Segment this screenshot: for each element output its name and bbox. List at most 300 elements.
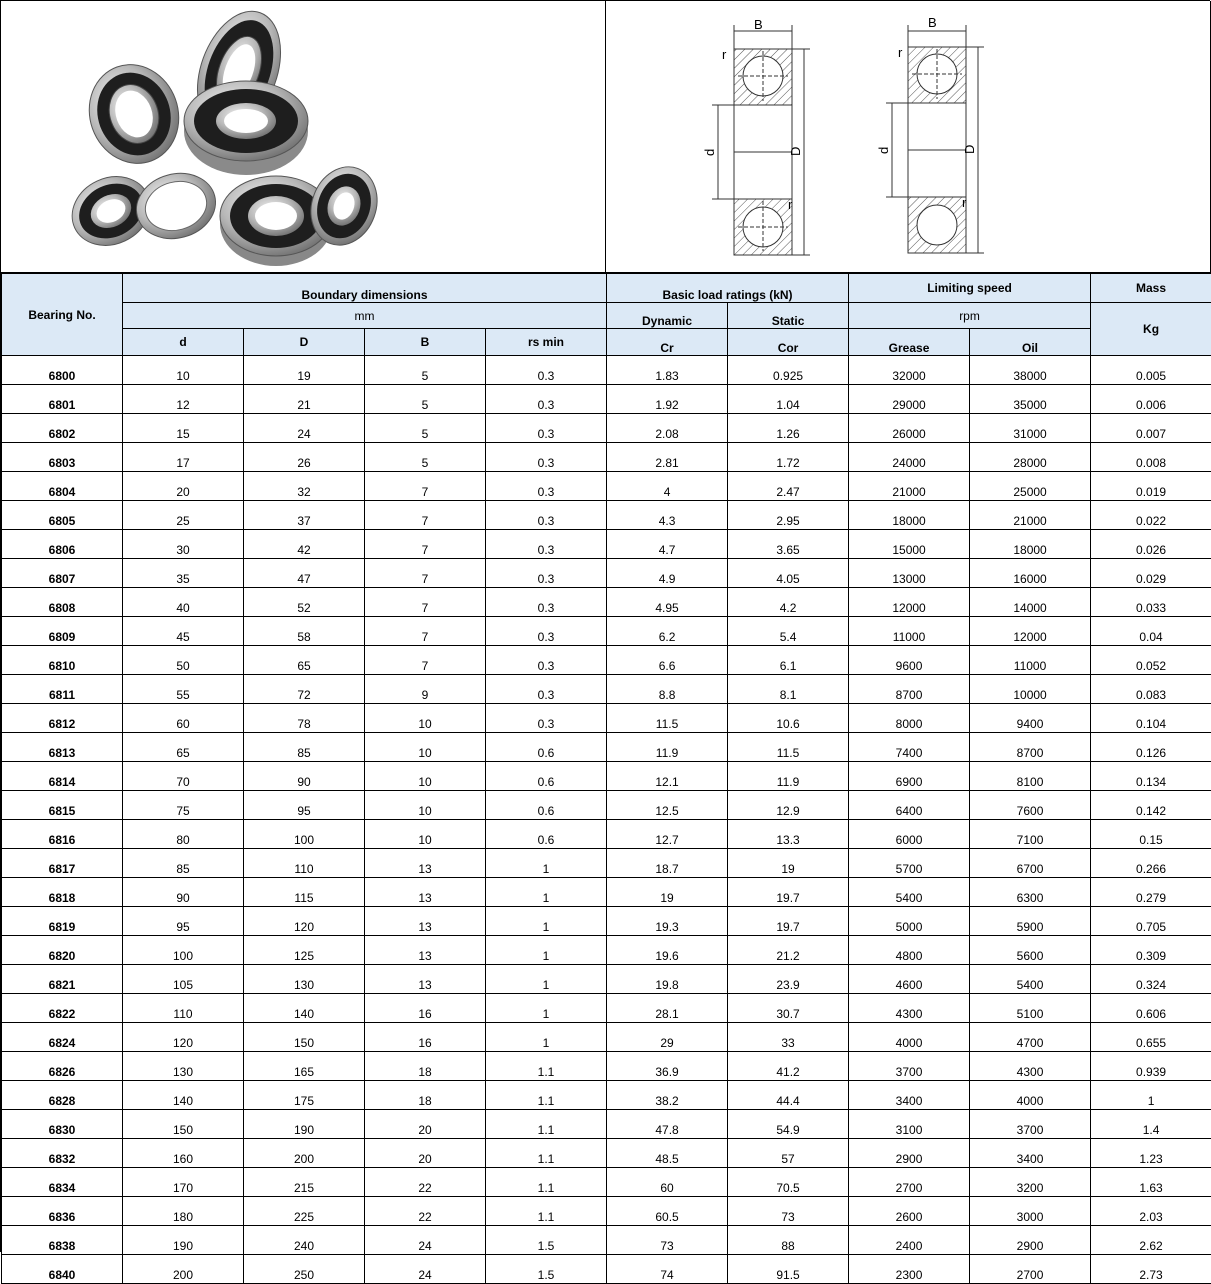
table-cell: 6400 (849, 791, 970, 820)
bearing-number-cell: 6840 (2, 1255, 123, 1284)
header-cor: Cor (728, 329, 849, 356)
table-row (2, 646, 1211, 675)
table-cell: 0.279 (1091, 878, 1211, 907)
table-cell: 3200 (970, 1168, 1091, 1197)
bearing-spec-table (1, 273, 1211, 1284)
table-cell: 0.126 (1091, 733, 1211, 762)
table-cell: 12 (123, 385, 244, 414)
table-cell: 1.4 (1091, 1110, 1211, 1139)
bearing-number-cell: 6811 (2, 675, 123, 704)
table-cell: 60 (607, 1168, 728, 1197)
table-cell: 30 (123, 530, 244, 559)
table-cell: 0.6 (486, 762, 607, 791)
table-cell: 95 (123, 907, 244, 936)
table-cell: 8100 (970, 762, 1091, 791)
table-cell: 11000 (849, 617, 970, 646)
table-cell: 3400 (970, 1139, 1091, 1168)
table-cell: 1 (486, 849, 607, 878)
table-cell: 5400 (849, 878, 970, 907)
table-cell: 15 (123, 414, 244, 443)
table-cell: 13.3 (728, 820, 849, 849)
table-row (2, 704, 1211, 733)
table-cell: 0.266 (1091, 849, 1211, 878)
table-cell: 190 (244, 1110, 365, 1139)
bearing-number-cell: 6836 (2, 1197, 123, 1226)
table-cell: 13000 (849, 559, 970, 588)
header-oil: Oil (970, 329, 1091, 356)
table-cell: 2.95 (728, 501, 849, 530)
bearing-number-cell: 6803 (2, 443, 123, 472)
table-cell: 0.033 (1091, 588, 1211, 617)
bearing-number-cell: 6810 (2, 646, 123, 675)
table-cell: 1 (1091, 1081, 1211, 1110)
table-cell: 110 (123, 994, 244, 1023)
table-cell: 20 (365, 1110, 486, 1139)
table-cell: 19 (607, 878, 728, 907)
table-cell: 12.1 (607, 762, 728, 791)
table-cell: 78 (244, 704, 365, 733)
table-cell: 19 (244, 356, 365, 385)
table-row (2, 1197, 1211, 1226)
table-cell: 12.9 (728, 791, 849, 820)
table-cell: 16 (365, 994, 486, 1023)
table-cell: 0.3 (486, 501, 607, 530)
table-cell: 5 (365, 414, 486, 443)
table-cell: 120 (123, 1023, 244, 1052)
table-cell: 2.03 (1091, 1197, 1211, 1226)
table-cell: 80 (123, 820, 244, 849)
table-row (2, 1226, 1211, 1255)
table-cell: 18.7 (607, 849, 728, 878)
table-cell: 13 (365, 965, 486, 994)
table-cell: 11.5 (607, 704, 728, 733)
table-cell: 73 (607, 1226, 728, 1255)
table-cell: 1.83 (607, 356, 728, 385)
table-cell: 7 (365, 588, 486, 617)
table-row (2, 878, 1211, 907)
table-cell: 12000 (849, 588, 970, 617)
table-row (2, 849, 1211, 878)
table-cell: 72 (244, 675, 365, 704)
table-cell: 4000 (970, 1081, 1091, 1110)
table-cell: 1.23 (1091, 1139, 1211, 1168)
bearing-number-cell: 6815 (2, 791, 123, 820)
table-cell: 0.3 (486, 617, 607, 646)
table-cell: 0.022 (1091, 501, 1211, 530)
table-cell: 30.7 (728, 994, 849, 1023)
table-cell: 41.2 (728, 1052, 849, 1081)
table-row (2, 1110, 1211, 1139)
label-r-2a: r (898, 45, 903, 60)
table-cell: 1 (486, 878, 607, 907)
table-cell: 85 (123, 849, 244, 878)
table-cell: 13 (365, 849, 486, 878)
table-cell: 125 (244, 936, 365, 965)
label-r-1a: r (722, 47, 727, 62)
bearing-number-cell: 6834 (2, 1168, 123, 1197)
table-cell: 5 (365, 356, 486, 385)
table-cell: 1.1 (486, 1110, 607, 1139)
cross-section-drawings (606, 1, 1211, 272)
table-cell: 60.5 (607, 1197, 728, 1226)
table-cell: 13 (365, 907, 486, 936)
table-cell: 18 (365, 1081, 486, 1110)
table-cell: 140 (244, 994, 365, 1023)
table-cell: 4.7 (607, 530, 728, 559)
table-cell: 11.9 (728, 762, 849, 791)
header-col-D: D (244, 329, 365, 356)
table-cell: 6900 (849, 762, 970, 791)
table-cell: 26000 (849, 414, 970, 443)
table-cell: 0.006 (1091, 385, 1211, 414)
table-cell: 0.083 (1091, 675, 1211, 704)
table-row (2, 356, 1211, 385)
table-cell: 11.5 (728, 733, 849, 762)
table-cell: 19.8 (607, 965, 728, 994)
bearings-photo-illustration (1, 1, 605, 272)
table-cell: 57 (728, 1139, 849, 1168)
table-cell: 1 (486, 1023, 607, 1052)
table-cell: 1.1 (486, 1168, 607, 1197)
table-cell: 70.5 (728, 1168, 849, 1197)
table-row (2, 1168, 1211, 1197)
table-cell: 190 (123, 1226, 244, 1255)
bearing-number-cell: 6805 (2, 501, 123, 530)
table-cell: 1.04 (728, 385, 849, 414)
bearing-number-cell: 6832 (2, 1139, 123, 1168)
table-row (2, 791, 1211, 820)
table-cell: 8700 (849, 675, 970, 704)
table-cell: 225 (244, 1197, 365, 1226)
table-cell: 16 (365, 1023, 486, 1052)
table-cell: 1.5 (486, 1255, 607, 1284)
table-cell: 23.9 (728, 965, 849, 994)
table-cell: 13 (365, 878, 486, 907)
table-cell: 73 (728, 1197, 849, 1226)
table-cell: 2.47 (728, 472, 849, 501)
table-cell: 10.6 (728, 704, 849, 733)
table-cell: 4.9 (607, 559, 728, 588)
label-B-1: B (754, 17, 763, 32)
table-cell: 2.62 (1091, 1226, 1211, 1255)
table-cell: 0.019 (1091, 472, 1211, 501)
table-cell: 2.73 (1091, 1255, 1211, 1284)
table-cell: 70 (123, 762, 244, 791)
table-cell: 1.1 (486, 1081, 607, 1110)
header-cr: Cr (607, 329, 728, 356)
table-cell: 9400 (970, 704, 1091, 733)
table-cell: 1 (486, 965, 607, 994)
label-d-2: d (876, 147, 891, 154)
table-cell: 58 (244, 617, 365, 646)
table-cell: 0.6 (486, 791, 607, 820)
table-cell: 5100 (970, 994, 1091, 1023)
label-B-2: B (928, 15, 937, 30)
table-cell: 5000 (849, 907, 970, 936)
table-cell: 90 (123, 878, 244, 907)
table-cell: 1.26 (728, 414, 849, 443)
table-cell: 1.5 (486, 1226, 607, 1255)
table-cell: 25000 (970, 472, 1091, 501)
table-cell: 7 (365, 530, 486, 559)
table-cell: 4.05 (728, 559, 849, 588)
table-cell: 22 (365, 1168, 486, 1197)
table-cell: 5 (365, 385, 486, 414)
table-cell: 105 (123, 965, 244, 994)
table-cell: 10 (365, 820, 486, 849)
table-cell: 0.052 (1091, 646, 1211, 675)
label-D-2: D (962, 145, 977, 154)
table-cell: 9600 (849, 646, 970, 675)
table-cell: 130 (244, 965, 365, 994)
table-cell: 1.1 (486, 1197, 607, 1226)
bearing-number-cell: 6821 (2, 965, 123, 994)
bearing-number-cell: 6828 (2, 1081, 123, 1110)
table-cell: 7 (365, 472, 486, 501)
bearing-number-cell: 6818 (2, 878, 123, 907)
header-mm: mm (123, 303, 607, 329)
table-cell: 0.309 (1091, 936, 1211, 965)
header-col-B: B (365, 329, 486, 356)
table-cell: 3100 (849, 1110, 970, 1139)
table-cell: 85 (244, 733, 365, 762)
table-cell: 3000 (970, 1197, 1091, 1226)
table-cell: 10000 (970, 675, 1091, 704)
bearing-number-cell: 6802 (2, 414, 123, 443)
table-cell: 0.6 (486, 733, 607, 762)
table-cell: 3700 (849, 1052, 970, 1081)
table-cell: 120 (244, 907, 365, 936)
bearing-number-cell: 6820 (2, 936, 123, 965)
table-cell: 4 (607, 472, 728, 501)
bearing-number-cell: 6838 (2, 1226, 123, 1255)
table-row (2, 965, 1211, 994)
table-cell: 7600 (970, 791, 1091, 820)
table-cell: 2700 (970, 1255, 1091, 1284)
table-cell: 100 (244, 820, 365, 849)
table-cell: 0.029 (1091, 559, 1211, 588)
table-cell: 35000 (970, 385, 1091, 414)
table-cell: 7100 (970, 820, 1091, 849)
table-cell: 5700 (849, 849, 970, 878)
table-cell: 29000 (849, 385, 970, 414)
table-cell: 115 (244, 878, 365, 907)
table-cell: 2400 (849, 1226, 970, 1255)
bearing-number-cell: 6809 (2, 617, 123, 646)
table-cell: 28000 (970, 443, 1091, 472)
header-bearing-no: Bearing No. (2, 274, 123, 356)
table-cell: 88 (728, 1226, 849, 1255)
table-cell: 4.2 (728, 588, 849, 617)
table-cell: 6.6 (607, 646, 728, 675)
table-cell: 90 (244, 762, 365, 791)
table-cell: 100 (123, 936, 244, 965)
table-cell: 33 (728, 1023, 849, 1052)
table-row (2, 1255, 1211, 1284)
table-cell: 65 (244, 646, 365, 675)
header-basic-load: Basic load ratings (kN) (607, 274, 849, 303)
table-row (2, 733, 1211, 762)
table-cell: 0.3 (486, 356, 607, 385)
table-cell: 31000 (970, 414, 1091, 443)
table-cell: 0.3 (486, 675, 607, 704)
table-cell: 0.104 (1091, 704, 1211, 733)
table-cell: 24000 (849, 443, 970, 472)
table-cell: 170 (123, 1168, 244, 1197)
table-cell: 9 (365, 675, 486, 704)
table-cell: 12.5 (607, 791, 728, 820)
table-cell: 37 (244, 501, 365, 530)
table-cell: 130 (123, 1052, 244, 1081)
table-cell: 38.2 (607, 1081, 728, 1110)
table-cell: 35 (123, 559, 244, 588)
table-row (2, 675, 1211, 704)
header-mass: Mass (1091, 274, 1211, 303)
table-cell: 0.3 (486, 385, 607, 414)
table-cell: 19.7 (728, 907, 849, 936)
table-cell: 6.1 (728, 646, 849, 675)
label-d-1: d (702, 149, 717, 156)
label-r-1b: r (788, 197, 793, 212)
table-cell: 2600 (849, 1197, 970, 1226)
table-cell: 52 (244, 588, 365, 617)
table-cell: 54.9 (728, 1110, 849, 1139)
table-row (2, 994, 1211, 1023)
table-cell: 21000 (849, 472, 970, 501)
table-cell: 32 (244, 472, 365, 501)
table-row (2, 936, 1211, 965)
bearing-number-cell: 6814 (2, 762, 123, 791)
table-cell: 0.007 (1091, 414, 1211, 443)
table-cell: 18 (365, 1052, 486, 1081)
table-cell: 110 (244, 849, 365, 878)
table-cell: 4800 (849, 936, 970, 965)
header-col-rs: rs min (486, 329, 607, 356)
table-cell: 175 (244, 1081, 365, 1110)
table-cell: 0.939 (1091, 1052, 1211, 1081)
table-cell: 38000 (970, 356, 1091, 385)
table-cell: 3400 (849, 1081, 970, 1110)
table-cell: 19 (728, 849, 849, 878)
table-cell: 7 (365, 501, 486, 530)
table-cell: 0.142 (1091, 791, 1211, 820)
table-cell: 180 (123, 1197, 244, 1226)
table-cell: 0.15 (1091, 820, 1211, 849)
table-cell: 74 (607, 1255, 728, 1284)
table-row (2, 762, 1211, 791)
drawing-open-bearing (702, 17, 810, 255)
bearing-number-cell: 6801 (2, 385, 123, 414)
table-cell: 1 (486, 936, 607, 965)
bearing-number-cell: 6800 (2, 356, 123, 385)
table-row (2, 472, 1211, 501)
table-cell: 4.95 (607, 588, 728, 617)
table-cell: 5600 (970, 936, 1091, 965)
table-cell: 2.08 (607, 414, 728, 443)
table-body (2, 356, 1211, 1284)
table-cell: 4300 (970, 1052, 1091, 1081)
table-cell: 17 (123, 443, 244, 472)
table-cell: 95 (244, 791, 365, 820)
table-row (2, 1081, 1211, 1110)
table-cell: 10 (365, 791, 486, 820)
table-cell: 0.324 (1091, 965, 1211, 994)
table-cell: 10 (365, 762, 486, 791)
table-cell: 3700 (970, 1110, 1091, 1139)
table-cell: 4300 (849, 994, 970, 1023)
table-cell: 0.705 (1091, 907, 1211, 936)
table-row (2, 1139, 1211, 1168)
table-cell: 12000 (970, 617, 1091, 646)
bearing-number-cell: 6824 (2, 1023, 123, 1052)
cross-section-svg (606, 1, 1210, 272)
header-col-d: d (123, 329, 244, 356)
table-cell: 7 (365, 646, 486, 675)
header-grease: Grease (849, 329, 970, 356)
table-cell: 20 (365, 1139, 486, 1168)
bearing-number-cell: 6830 (2, 1110, 123, 1139)
header-limiting-speed: Limiting speed (849, 274, 1091, 303)
table-cell: 75 (123, 791, 244, 820)
table-cell: 200 (244, 1139, 365, 1168)
table-cell: 14000 (970, 588, 1091, 617)
table-cell: 1.1 (486, 1139, 607, 1168)
table-cell: 3.65 (728, 530, 849, 559)
table-cell: 0.3 (486, 646, 607, 675)
table-cell: 2300 (849, 1255, 970, 1284)
table-cell: 32000 (849, 356, 970, 385)
table-cell: 18000 (970, 530, 1091, 559)
table-cell: 29 (607, 1023, 728, 1052)
label-D-1: D (788, 147, 803, 156)
header-boundary-dimensions: Boundary dimensions (123, 274, 607, 303)
table-cell: 200 (123, 1255, 244, 1284)
table-cell: 0.008 (1091, 443, 1211, 472)
table-cell: 48.5 (607, 1139, 728, 1168)
table-cell: 2700 (849, 1168, 970, 1197)
header-kg: Kg (1091, 303, 1211, 356)
table-cell: 24 (365, 1226, 486, 1255)
table-row (2, 820, 1211, 849)
table-cell: 0.3 (486, 443, 607, 472)
table-cell: 11.9 (607, 733, 728, 762)
table-cell: 250 (244, 1255, 365, 1284)
header-rpm: rpm (849, 303, 1091, 329)
table-cell: 10 (123, 356, 244, 385)
table-cell: 7400 (849, 733, 970, 762)
table-cell: 55 (123, 675, 244, 704)
table-cell: 2900 (849, 1139, 970, 1168)
table-cell: 7 (365, 559, 486, 588)
table-cell: 4.3 (607, 501, 728, 530)
table-cell: 10 (365, 704, 486, 733)
table-cell: 12.7 (607, 820, 728, 849)
table-cell: 65 (123, 733, 244, 762)
table-cell: 28.1 (607, 994, 728, 1023)
table-cell: 16000 (970, 559, 1091, 588)
table-cell: 5400 (970, 965, 1091, 994)
table-cell: 1.92 (607, 385, 728, 414)
table-cell: 1.1 (486, 1052, 607, 1081)
table-row (2, 443, 1211, 472)
bearing-number-cell: 6804 (2, 472, 123, 501)
table-cell: 0.6 (486, 820, 607, 849)
table-row (2, 1052, 1211, 1081)
bearing-number-cell: 6806 (2, 530, 123, 559)
table-cell: 0.04 (1091, 617, 1211, 646)
table-cell: 0.3 (486, 704, 607, 733)
table-cell: 45 (123, 617, 244, 646)
